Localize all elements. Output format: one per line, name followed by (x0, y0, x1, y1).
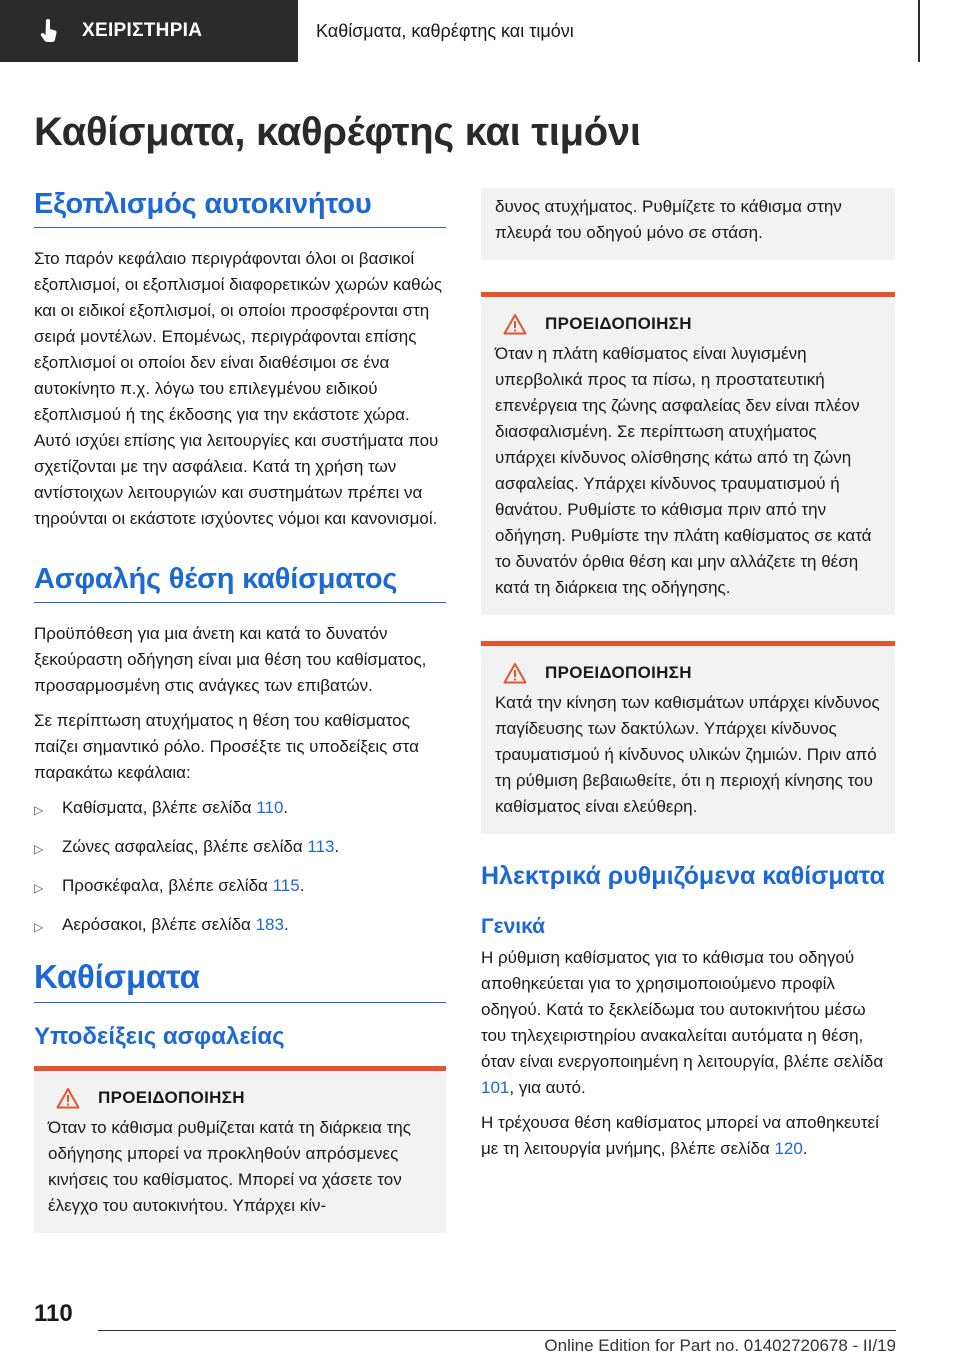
heading-safe-seat-position: Ασφαλής θέση καθίσματος (34, 563, 446, 603)
warning-title: ΠΡΟΕΙΔΟΠΟΙΗΣΗ (545, 663, 692, 682)
warning-title: ΠΡΟΕΙΔΟΠΟΙΗΣΗ (98, 1088, 245, 1108)
list-item: ▷ Καθίσματα, βλέπε σελίδα 110. (34, 795, 446, 823)
triangle-bullet-icon: ▷ (34, 920, 44, 934)
warning-box-2 (481, 292, 895, 615)
heading-electric-seats: Ηλεκτρικά ρυθμιζόμενα καθίσματα (481, 862, 885, 890)
page-link[interactable]: 113 (307, 837, 335, 856)
triangle-bullet-icon: ▷ (34, 881, 44, 895)
right-column (481, 188, 895, 1171)
page-title: Καθίσματα, καθρέφτης και τιμόνι (34, 110, 641, 154)
warning-box-1 (34, 1066, 446, 1233)
hand-pointer-icon (40, 19, 60, 43)
warning-text: Όταν η πλάτη καθίσματος είναι λυγισμένη υπερβολικά προς τα πίσω, η προστατευτική επενέργεια της ζώνης ασφαλείας δεν είναι πλέον διασφαλισμένη. Σε περίπτωση ατυχήματος υπάρχει κίνδυνος ολίσθησης κάτω από τη ζώνη ασφαλείας. Υπάρχει κίνδυνος τραυματισμού ή θανάτου. Ρυθμίστε το κάθισμα πριν από την οδήγηση. Ρυθμίστε την πλάτη καθίσματος σε κατά το δυνατόν όρθια θέση και μην αλλάζετε τη θέση κατά τη διάρκεια της οδήγησης. (495, 344, 872, 597)
chapter-label: Καθίσματα, καθρέφτης και τιμόνι (316, 20, 574, 41)
warning-text: Όταν το κάθισμα ρυθμίζεται κατά τη διάρκεια της οδήγησης μπορεί να προκληθούν απρόσμενες κινήσεις του καθίσματος. Μπορεί να χάσετε τον έλεγχο του αυτοκινήτου. Υπάρχει κίν- (48, 1118, 411, 1216)
page-link[interactable]: 110 (256, 798, 284, 817)
safe-paragraph-1: Προϋπόθεση για μια άνετη και κατά το δυνατόν ξεκούραστη οδήγηση είναι μια θέση του καθίσματος, προσαρμοσμένη στις ανάγκες των επιβατών. (34, 624, 427, 695)
page-link[interactable]: 183 (255, 915, 284, 934)
list-item: ▷ Ζώνες ασφαλείας, βλέπε σελίδα 113. (34, 834, 446, 862)
running-header (0, 0, 920, 62)
equipment-paragraph: Στο παρόν κεφάλαιο περιγράφονται όλοι οι βασικοί εξοπλισμοί, οι εξοπλισμοί διαφορετικών χωρών καθώς και οι ειδικοί εξοπλισμοί, οι οποίοι προσφέρονται στη σειρά μοντέλων. Επομένως, περιγράφονται επίσης εξοπλισμοί οι οποίοι δεν είναι διαθέσιμοι σε ένα αυτοκίνητο π.χ. λόγω του επιλεγμένου ειδικού εξοπλισμού ή της έκδοσης για την εκάστοτε χώρα. Αυτό ισχύει επίσης για λειτουργίες και συστήματα που σχετίζονται με την ασφάλεια. Κατά τη χρήση των αντίστοιχων λειτουργιών και συστημάτων πρέπει να τηρούνται οι εκάστοτε ισχύοντες νόμοι και κανονισμοί. (34, 249, 443, 528)
triangle-bullet-icon: ▷ (34, 842, 44, 856)
left-column (34, 188, 446, 1251)
warning-box-3 (481, 641, 895, 834)
warning-triangle-icon (56, 1087, 80, 1109)
page-number: 110 (34, 1300, 73, 1327)
list-item: ▷ Αερόσακοι, βλέπε σελίδα 183. (34, 912, 446, 940)
triangle-bullet-icon: ▷ (34, 803, 44, 817)
page-link[interactable]: 120 (774, 1138, 803, 1158)
section-label: ΧΕΙΡΙΣΤΗΡΙΑ (82, 20, 203, 41)
footer-rule (98, 1330, 896, 1331)
warning-box-1-continued (481, 188, 895, 260)
page-link[interactable]: 115 (272, 876, 300, 895)
list-item: ▷ Προσκέφαλα, βλέπε σελίδα 115. (34, 873, 446, 901)
heading-safety-hints: Υποδείξεις ασφαλείας (34, 1023, 285, 1050)
warning-triangle-icon (503, 313, 527, 335)
section-tab (0, 0, 298, 62)
warning-title: ΠΡΟΕΙΔΟΠΟΙΗΣΗ (545, 314, 692, 333)
safe-paragraph-2: Σε περίπτωση ατυχήματος η θέση του καθίσματος παίζει σημαντικό ρόλο. Προσέξτε τις υποδείξεις στα παρακάτω κεφάλαια: (34, 711, 419, 782)
general-paragraph-2: Η τρέχουσα θέση καθίσματος μπορεί να αποθηκευτεί με τη λειτουργία μνήμης, βλέπε σελίδα 120. (481, 1112, 879, 1158)
heading-equipment: Εξοπλισμός αυτοκινήτου (34, 188, 446, 228)
general-paragraph-1: Η ρύθμιση καθίσματος για το κάθισμα του οδηγού αποθηκεύεται για το χρησιμοποιούμενο προφίλ οδηγού. Κατά το ξεκλείδωμα του αυτοκινήτου μέσω του τηλεχειριστηρίου ανακαλείται αυτόματα η θέση, όταν είναι ενεργοποιημένη η λειτουργία, βλέπε σελίδα 101, για αυτό. (481, 947, 884, 1097)
edition-text: Online Edition for Part no. 01402720678 - II/19 (544, 1336, 896, 1355)
heading-general: Γενικά (481, 914, 546, 938)
chapter-tab (298, 0, 920, 62)
page-link[interactable]: 101 (481, 1077, 510, 1097)
warning-text: Κατά την κίνηση των καθισμάτων υπάρχει κίνδυνος παγίδευσης των δακτύλων. Υπάρχει κίνδυνος τραυματισμού ή κίνδυνος υλικών ζημιών. Πριν από τη ρύθμιση βεβαιωθείτε, ότι η περιοχή κίνησης του καθίσματος είναι ελεύθερη. (495, 693, 880, 816)
warning-text-continued: δυνος ατυχήματος. Ρυθμίζετε το κάθισμα στην πλευρά του οδηγού μόνο σε στάση. (495, 197, 842, 242)
warning-triangle-icon (503, 662, 527, 684)
heading-seats: Καθίσματα (34, 958, 446, 1003)
reference-list (34, 795, 446, 940)
